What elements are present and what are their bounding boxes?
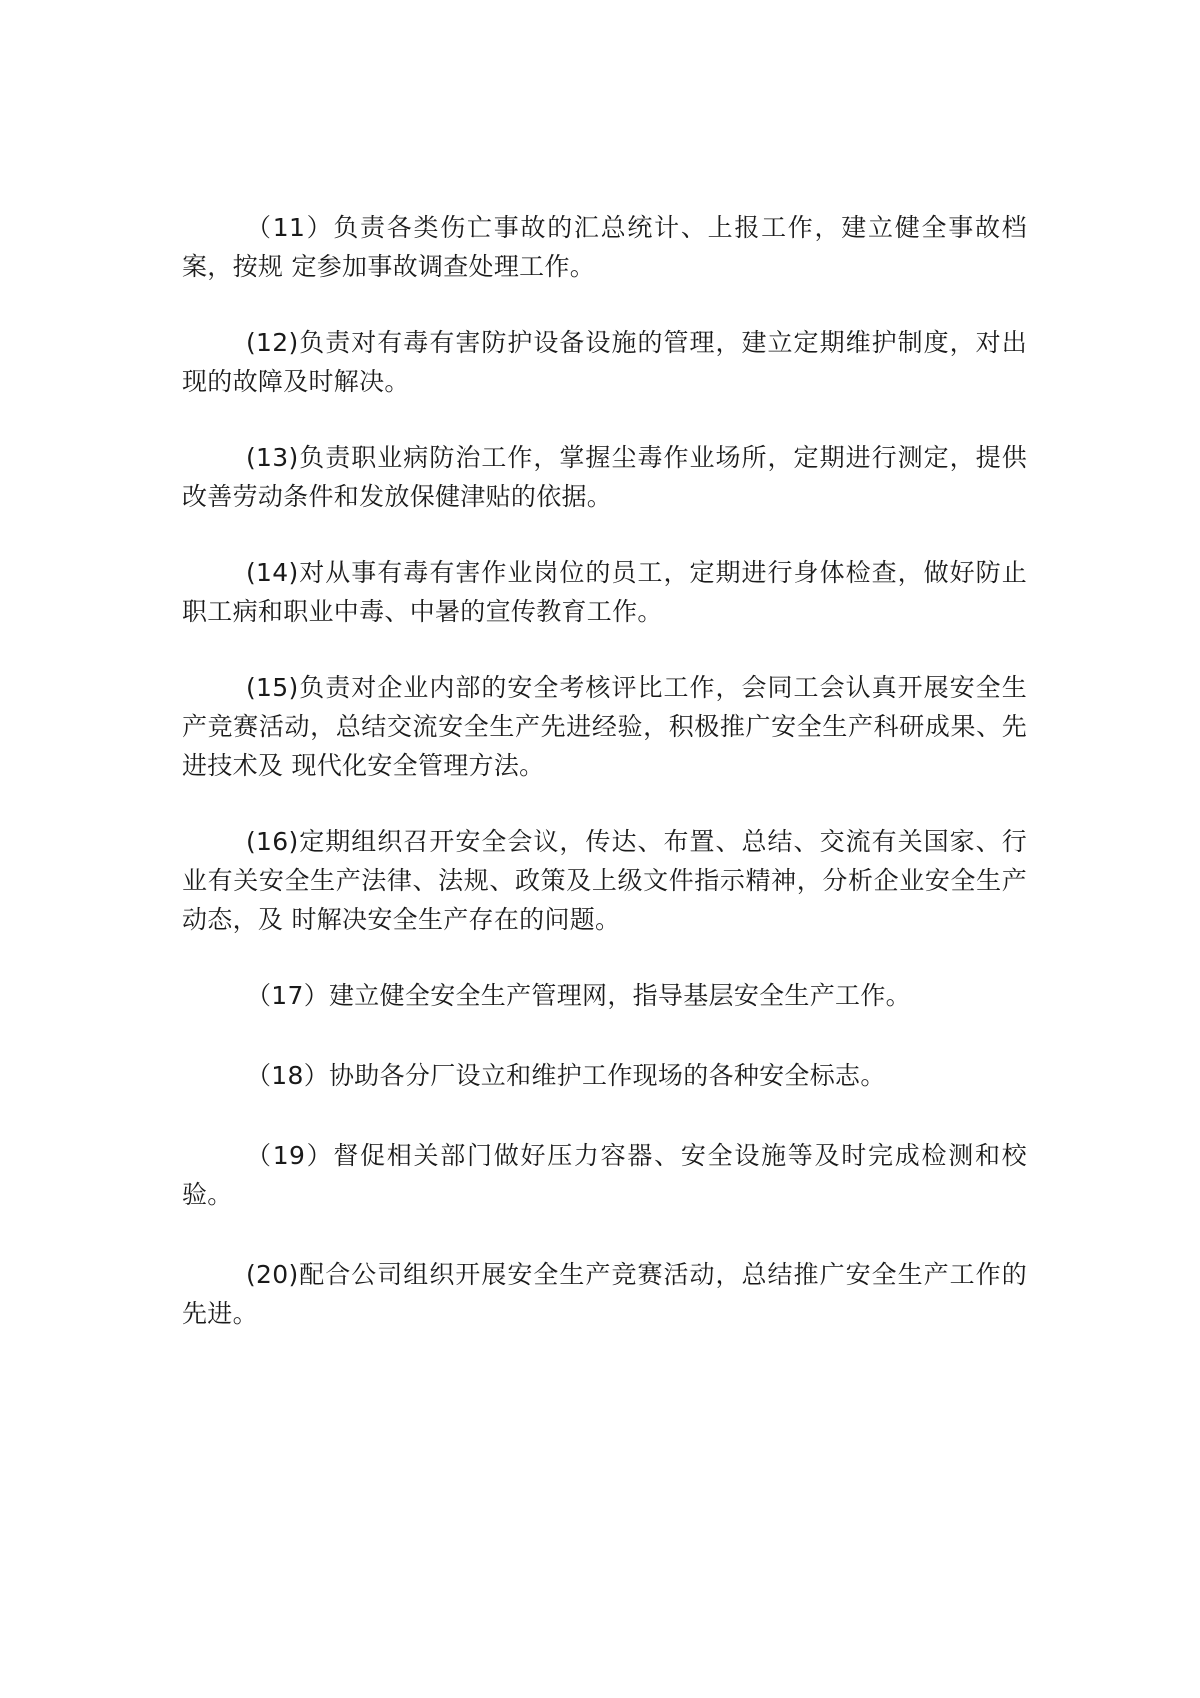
paragraph-19: （19）督促相关部门做好压力容器、安全设施等及时完成检测和校验。 xyxy=(182,1141,1027,1209)
paragraph-11: （11）负责各类伤亡事故的汇总统计、上报工作，建立健全事故档案，按规 定参加事故调查处理工作。 xyxy=(182,213,1027,281)
paragraph-13: (13)负责职业病防治工作，掌握尘毒作业场所，定期进行测定，提供改善劳动条件和发放保健津贴的依据。 xyxy=(182,443,1027,511)
paragraph-16: (16)定期组织召开安全会议，传达、布置、总结、交流有关国家、行业有关安全生产法律、法规、政策及上级文件指示精神，分析企业安全生产动态，及 时解决安全生产存在的问题。 xyxy=(182,827,1027,934)
paragraph-18: （18）协助各分厂设立和维护工作现场的各种安全标志。 xyxy=(246,1061,886,1090)
document-body xyxy=(182,208,1027,1370)
paragraph-20: (20)配合公司组织开展安全生产竞赛活动，总结推广安全生产工作的先进。 xyxy=(182,1260,1027,1328)
paragraph-14: (14)对从事有毒有害作业岗位的员工，定期进行身体检查，做好防止职工病和职业中毒、中暑的宣传教育工作。 xyxy=(182,558,1027,626)
paragraph-12: (12)负责对有毒有害防护设备设施的管理，建立定期维护制度，对出现的故障及时解决。 xyxy=(182,328,1027,396)
paragraph-15: (15)负责对企业内部的安全考核评比工作，会同工会认真开展安全生产竞赛活动，总结交流安全生产先进经验，积极推广安全生产科研成果、先进技术及 现代化安全管理方法。 xyxy=(182,673,1027,780)
paragraph-17: （17）建立健全安全生产管理网，指导基层安全生产工作。 xyxy=(246,981,911,1010)
